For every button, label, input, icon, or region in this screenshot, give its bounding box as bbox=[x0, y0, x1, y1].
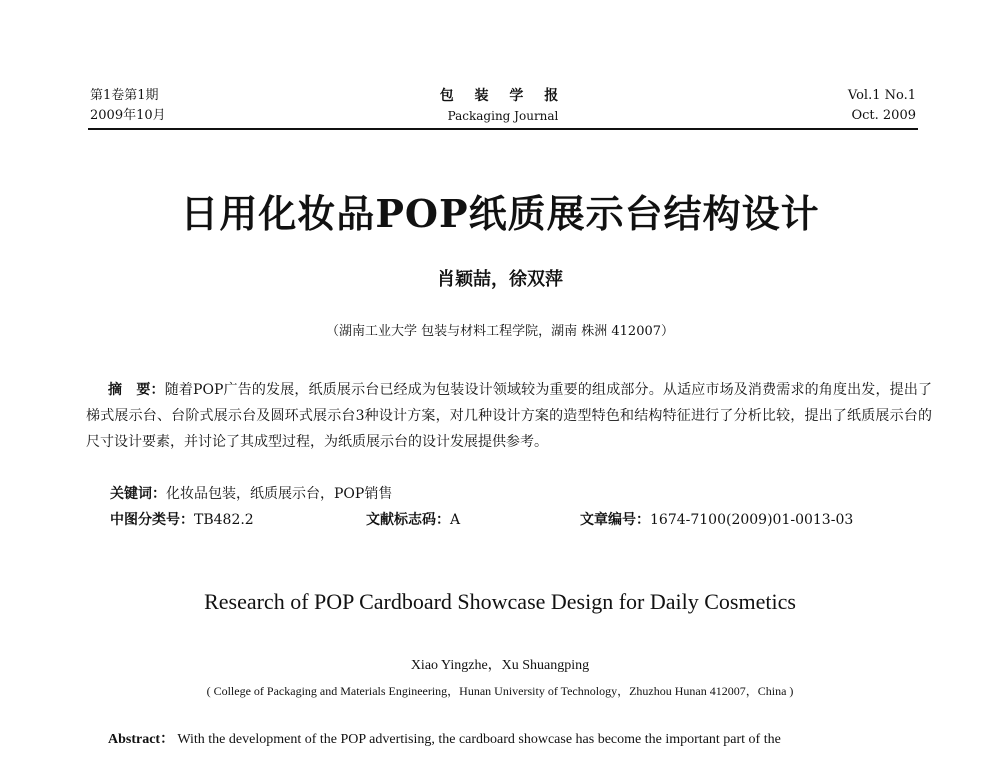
journal-name-en: Packaging Journal bbox=[447, 109, 559, 123]
abstract-cn bbox=[86, 377, 932, 455]
date-en: Oct. 2009 bbox=[851, 108, 916, 123]
journal-header bbox=[88, 86, 918, 130]
english-authors: Xiao Yingzhe，Xu Shuangping bbox=[410, 658, 590, 673]
english-abstract bbox=[86, 729, 932, 751]
doc-value: A bbox=[450, 512, 461, 528]
abstract-cn-text: 随着POP广告的发展，纸质展示台已经成为包装设计领域较为重要的组成部分。从适应市场及消费需求的角度出发，提出了梯式展示台、台阶式展示台及圆环式展示台3种设计方案，对几种设计方案的造型特色和结构特征进行了分析比较，提出了纸质展示台的尺寸设计要素，并讨论了其成型过程，为纸质展示台的设计发展提供参考。 bbox=[86, 382, 932, 450]
journal-name bbox=[88, 86, 918, 126]
classification-row bbox=[110, 509, 940, 531]
keywords-text: 化妆品包装，纸质展示台，POP销售 bbox=[166, 486, 393, 502]
clc-number bbox=[110, 509, 254, 531]
english-abstract-label: Abstract： bbox=[108, 732, 175, 747]
english-abstract-text: With the development of the POP advertising, the cardboard showcase has become the important part of the bbox=[177, 732, 781, 747]
article-value: 1674-7100(2009)01-0013-03 bbox=[650, 512, 854, 528]
abstract-cn-label: 摘 要： bbox=[108, 382, 165, 398]
english-affiliation: ( College of Packaging and Materials Engineering，Hunan University of Technology，Zhuzhou Hunan 412007，China ) bbox=[206, 684, 794, 698]
clc-value: TB482.2 bbox=[194, 512, 254, 528]
volume-issue-en: Vol.1 No.1 bbox=[847, 88, 916, 103]
date-cn: 2009年10月 bbox=[90, 108, 166, 123]
doc-label: 文献标志码： bbox=[366, 512, 450, 528]
english-title: Research of POP Cardboard Showcase Design for Daily Cosmetics bbox=[204, 589, 796, 614]
keywords bbox=[110, 483, 392, 505]
clc-label: 中图分类号： bbox=[110, 512, 194, 528]
document-code bbox=[366, 509, 460, 531]
paper-title: 日用化妆品POP纸质展示台结构设计 bbox=[180, 191, 820, 236]
authors: 肖颖喆，徐双萍 bbox=[437, 269, 563, 290]
keywords-label: 关键词： bbox=[110, 486, 166, 502]
article-number bbox=[580, 509, 853, 531]
volume-issue-cn: 第1卷第1期 bbox=[90, 88, 159, 103]
affiliation: （湖南工业大学 包装与材料工程学院，湖南 株洲 412007） bbox=[325, 324, 675, 339]
issue-info-en bbox=[848, 86, 916, 126]
journal-name-cn: 包 装 学 报 bbox=[439, 88, 567, 104]
article-label: 文章编号： bbox=[580, 512, 650, 528]
